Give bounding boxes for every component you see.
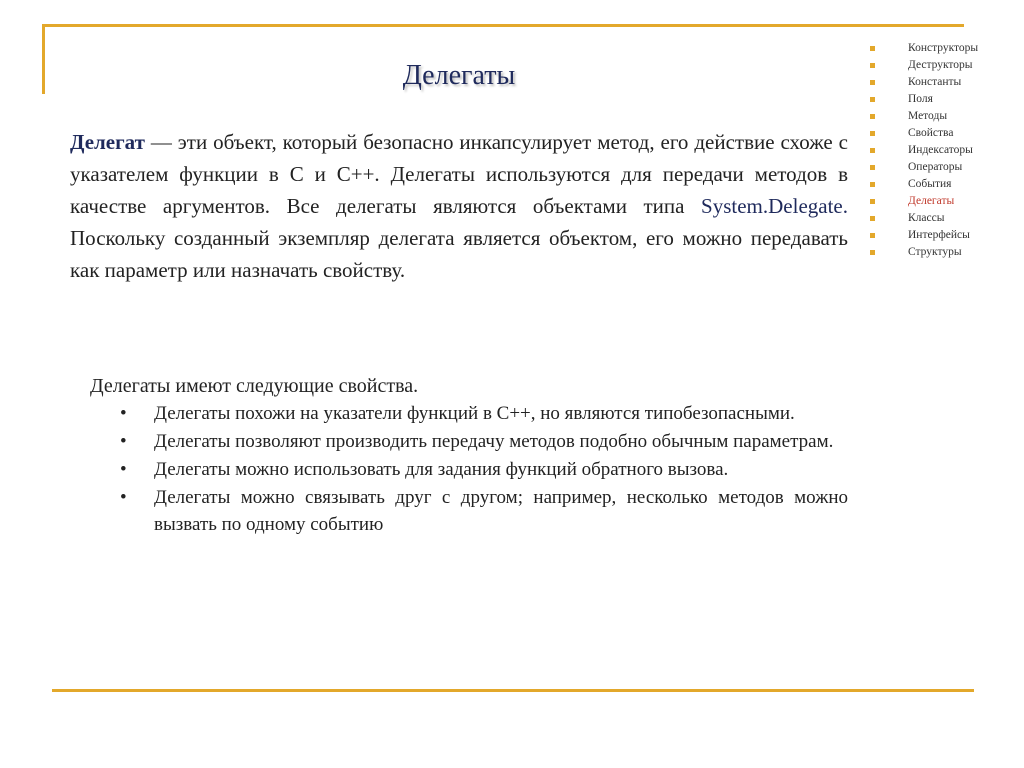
bullet-icon: • [120,487,127,508]
nav-item-classes[interactable] [868,210,1018,227]
nav-item-properties[interactable] [868,125,1018,142]
property-item [118,456,848,483]
definition-paragraph [70,126,848,286]
nav-item-label: Индексаторы [908,144,973,156]
nav-item-constructors[interactable] [868,40,1018,57]
square-bullet-icon [870,131,875,136]
square-bullet-icon [870,148,875,153]
square-bullet-icon [870,63,875,68]
nav-item-label: Структуры [908,246,962,258]
square-bullet-icon [870,199,875,204]
definition-term: Делегат [70,130,145,154]
square-bullet-icon [870,97,875,102]
property-text: Делегаты позволяют производить передачу методов подобно обычным параметрам. [154,431,834,452]
definition-text-1: — эти объект, который безопасно инкапсулирует метод, его действие схоже с указателем функции в C и C++. Делегаты используются для передачи методов в качестве аргументов. Все делегаты являются объектами типа [70,130,848,218]
frame-left-line [42,24,45,94]
nav-item-fields[interactable] [868,91,1018,108]
nav-item-label: Поля [908,93,933,105]
definition-text-2: Поскольку созданный экземпляр делегата является объектом, его можно передавать как параметр или назначать свойству. [70,226,848,282]
property-text: Делегаты можно связывать друг с другом; например, несколько методов можно вызвать по одному событию [154,487,848,535]
type-name: System.Delegate. [701,194,848,218]
nav-item-label: Интерфейсы [908,229,970,241]
property-text: Делегаты можно использовать для задания функций обратного вызова. [154,459,729,480]
square-bullet-icon [870,250,875,255]
square-bullet-icon [870,216,875,221]
nav-item-methods[interactable] [868,108,1018,125]
nav-item-structures[interactable] [868,244,1018,261]
property-item [118,400,848,427]
nav-item-label: Константы [908,76,962,88]
bullet-icon: • [120,403,127,424]
nav-item-label: Деструкторы [908,59,973,71]
property-item [118,484,848,538]
property-item [118,428,848,455]
properties-intro: Делегаты имеют следующие свойства. [90,375,419,397]
nav-item-operators[interactable] [868,159,1018,176]
side-navigation [868,40,1018,261]
bullet-icon: • [120,459,127,480]
properties-list [118,400,848,539]
nav-item-label: Конструкторы [908,42,979,54]
square-bullet-icon [870,46,875,51]
square-bullet-icon [870,165,875,170]
frame-bottom-line [52,689,974,692]
nav-item-interfaces[interactable] [868,227,1018,244]
square-bullet-icon [870,114,875,119]
nav-item-label: События [908,178,952,190]
nav-item-constants[interactable] [868,74,1018,91]
square-bullet-icon [870,80,875,85]
nav-item-destructors[interactable] [868,57,1018,74]
square-bullet-icon [870,233,875,238]
square-bullet-icon [870,182,875,187]
nav-item-label: Делегаты [908,195,955,207]
bullet-icon: • [120,431,127,452]
nav-item-label: Методы [908,110,948,122]
nav-item-label: Свойства [908,127,954,139]
nav-item-delegates[interactable] [868,193,1018,210]
nav-item-indexers[interactable] [868,142,1018,159]
property-text: Делегаты похожи на указатели функций в C++, но являются типобезопасными. [154,403,795,424]
nav-item-events[interactable] [868,176,1018,193]
frame-top-line [42,24,964,27]
slide-title: Делегаты [402,60,516,91]
nav-item-label: Классы [908,212,945,224]
nav-item-label: Операторы [908,161,963,173]
